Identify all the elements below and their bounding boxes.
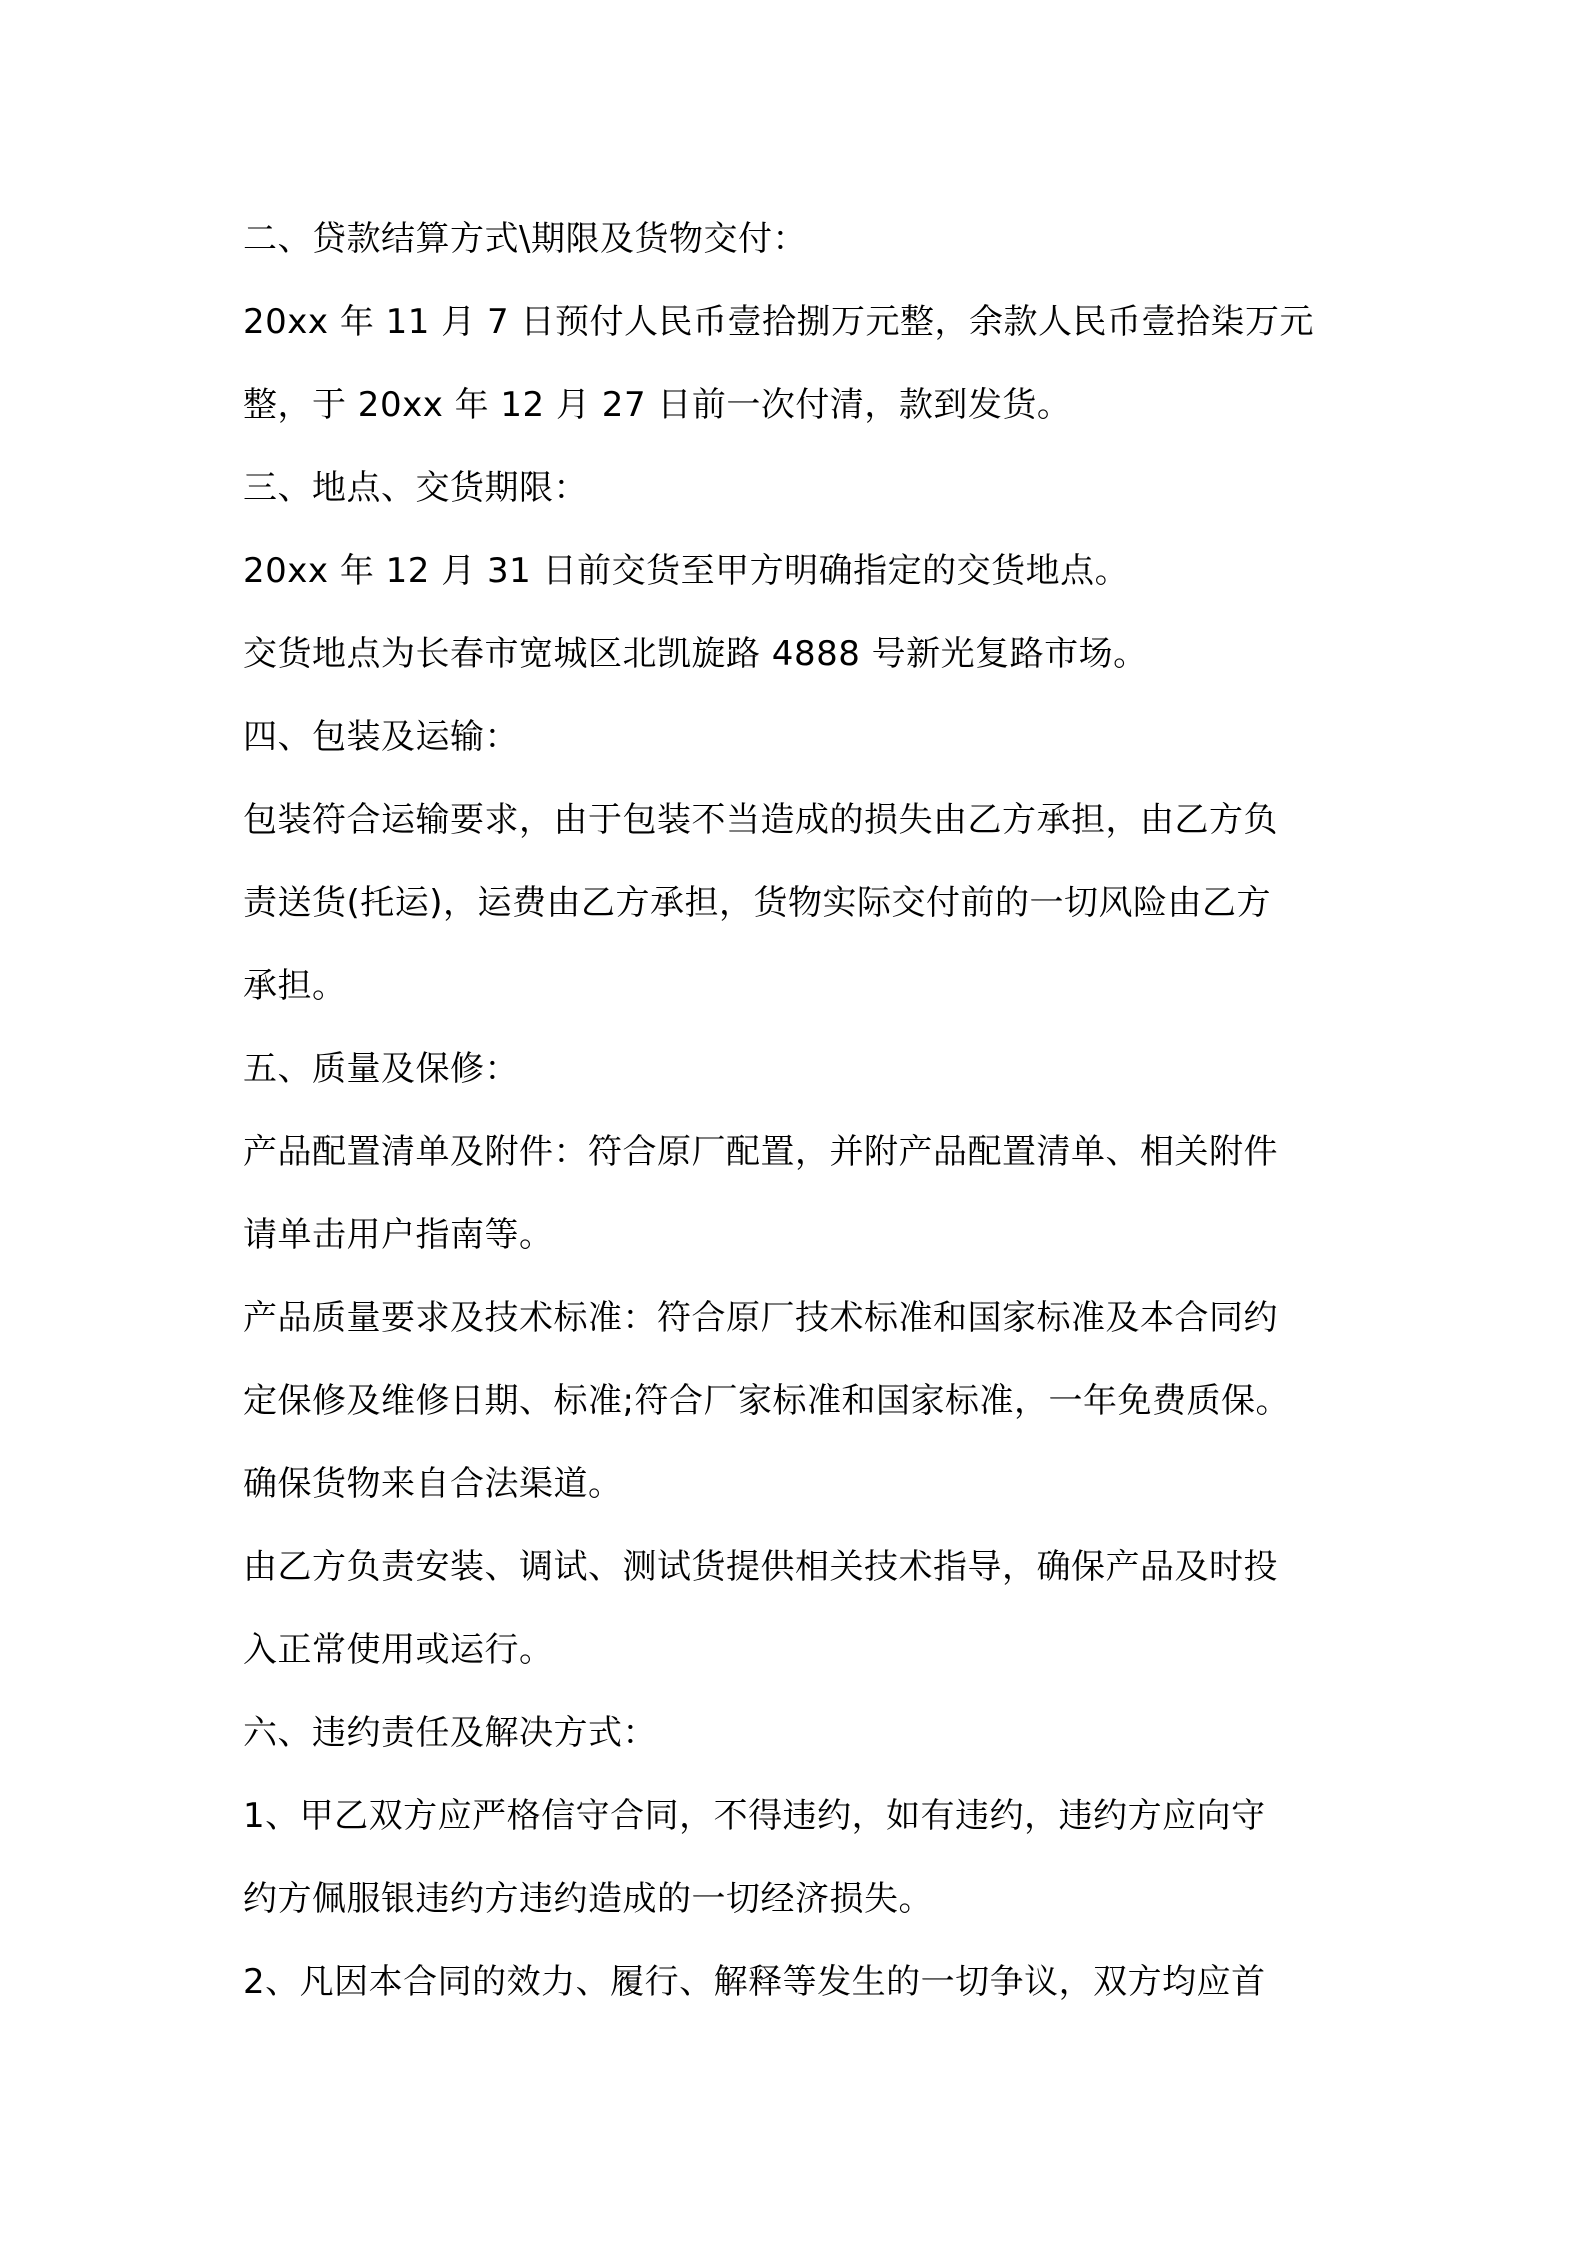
paragraph-line: 2、凡因本合同的效力、履行、解释等发生的一切争议，双方均应首 — [243, 1962, 1266, 2002]
paragraph-line: 20xx 年 11 月 7 日预付人民币壹拾捌万元整，余款人民币壹拾柒万元 — [243, 302, 1314, 342]
paragraph-line: 产品配置清单及附件：符合原厂配置，并附产品配置清单、相关附件 — [243, 1132, 1278, 1172]
section-heading-packaging: 四、包装及运输： — [243, 717, 519, 757]
section-heading-delivery: 三、地点、交货期限： — [243, 468, 588, 508]
paragraph-line: 20xx 年 12 月 31 日前交货至甲方明确指定的交货地点。 — [243, 551, 1130, 591]
section-heading-liability: 六、违约责任及解决方式： — [243, 1713, 657, 1753]
paragraph-line: 责送货(托运)，运费由乙方承担，货物实际交付前的一切风险由乙方 — [243, 883, 1272, 923]
paragraph-line: 入正常使用或运行。 — [243, 1630, 554, 1670]
paragraph-line: 请单击用户指南等。 — [243, 1215, 554, 1255]
section-heading-payment: 二、贷款结算方式\期限及货物交付： — [243, 219, 807, 259]
paragraph-line: 由乙方负责安装、调试、测试货提供相关技术指导，确保产品及时投 — [243, 1547, 1278, 1587]
paragraph-line: 承担。 — [243, 966, 347, 1006]
paragraph-line: 包装符合运输要求，由于包装不当造成的损失由乙方承担，由乙方负 — [243, 800, 1278, 840]
paragraph-line: 整，于 20xx 年 12 月 27 日前一次付清，款到发货。 — [243, 385, 1072, 425]
paragraph-line: 定保修及维修日期、标准;符合厂家标准和国家标准，一年免费质保。 — [243, 1381, 1290, 1421]
paragraph-line: 确保货物来自合法渠道。 — [243, 1464, 623, 1504]
contract-text-block — [243, 198, 1363, 2024]
paragraph-line: 1、甲乙双方应严格信守合同，不得违约，如有违约，违约方应向守 — [243, 1796, 1266, 1836]
paragraph-line: 约方佩服银违约方违约造成的一切经济损失。 — [243, 1879, 933, 1919]
paragraph-line: 产品质量要求及技术标准：符合原厂技术标准和国家标准及本合同约 — [243, 1298, 1278, 1338]
paragraph-line: 交货地点为长春市宽城区北凯旋路 4888 号新光复路市场。 — [243, 634, 1148, 674]
section-heading-quality: 五、质量及保修： — [243, 1049, 519, 1089]
